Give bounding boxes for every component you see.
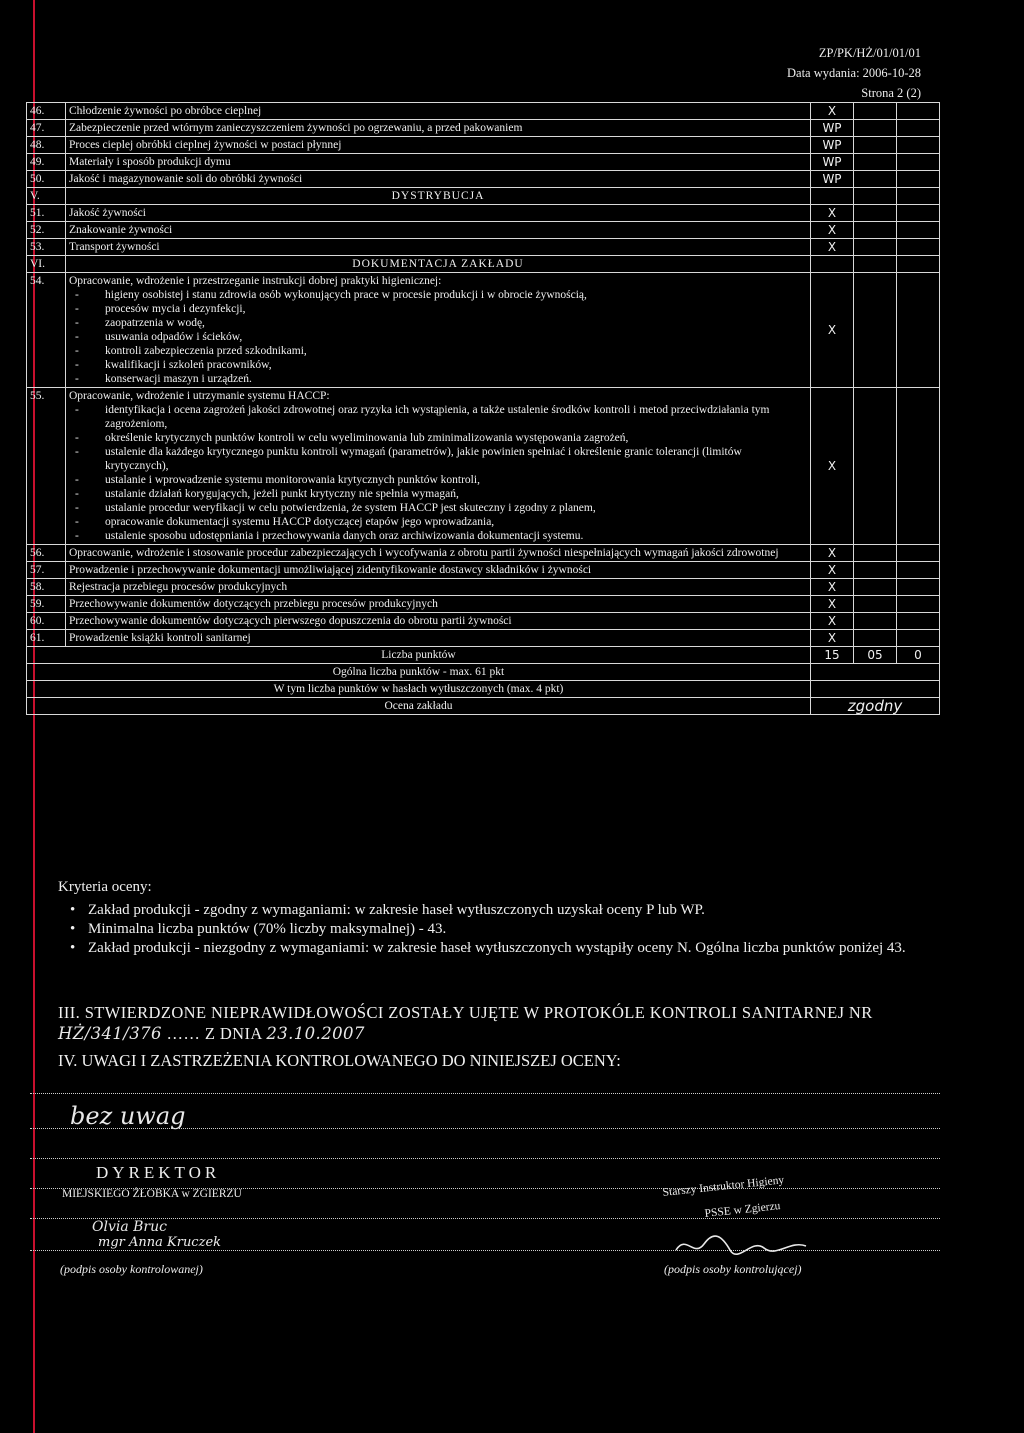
score-cell: X <box>811 273 854 388</box>
rating-label: Ocena zakładu <box>27 698 811 715</box>
table-row <box>27 222 940 239</box>
criteria-block <box>58 878 938 958</box>
left-signature: Olvia Bruc <box>92 1219 167 1235</box>
score-cell <box>897 613 940 630</box>
list-item: • Zakład produkcji - zgodny z wymaganiami: w zakresie haseł wytłuszczonych uzyskał oceny P lub WP. <box>88 901 938 920</box>
score-cell <box>854 137 897 154</box>
list-item: - kontroli zabezpieczenia przed szkodnikami, <box>97 344 807 358</box>
section-row <box>27 256 940 273</box>
rating-row <box>27 698 940 715</box>
row-text: Znakowanie żywności <box>66 222 811 239</box>
score-cell: X <box>811 239 854 256</box>
left-caption: (podpis osoby kontrolowanej) <box>60 1262 203 1276</box>
table-row <box>27 613 940 630</box>
score-cell: WP <box>811 171 854 188</box>
score-cell: X <box>811 630 854 647</box>
section-3-text: III. STWIERDZONE NIEPRAWIDŁOWOŚCI ZOSTAŁY UJĘTE W PROTOKÓLE KONTROLI SANITARNEJ NR <box>58 1003 873 1022</box>
total-row <box>27 664 940 681</box>
points-p: 15 <box>811 647 854 664</box>
table-row <box>27 388 940 545</box>
table-row <box>27 545 940 562</box>
dotted-line <box>30 1158 940 1159</box>
score-cell <box>854 239 897 256</box>
row-text: Prowadzenie książki kontroli sanitarnej <box>66 630 811 647</box>
row-number: 50. <box>27 171 66 188</box>
instruction-list <box>69 288 807 386</box>
table-row <box>27 137 940 154</box>
row-number: 48. <box>27 137 66 154</box>
table-row <box>27 239 940 256</box>
score-cell <box>897 137 940 154</box>
score-cell <box>811 256 854 273</box>
score-cell <box>854 562 897 579</box>
total-label: Ogólna liczba punktów - max. 61 pkt <box>27 664 811 681</box>
score-cell <box>811 188 854 205</box>
list-item: • Minimalna liczba punktów (70% liczby maksymalnej) - 43. <box>88 920 938 939</box>
criteria-title: Kryteria oceny: <box>58 879 152 895</box>
list-item: - kwalifikacji i szkoleń pracowników, <box>97 358 807 372</box>
row-text: DOKUMENTACJA ZAKŁADU <box>66 256 811 273</box>
score-cell: X <box>811 596 854 613</box>
row-text: Jakość żywności <box>66 205 811 222</box>
page-number: Strona 2 (2) <box>861 86 921 100</box>
score-cell <box>854 273 897 388</box>
row-number: 53. <box>27 239 66 256</box>
row-number: 52. <box>27 222 66 239</box>
list-item: - konserwacji maszyn i urządzeń. <box>97 372 807 386</box>
row-text: Rejestracja przebiegu procesów produkcyjnych <box>66 579 811 596</box>
score-cell <box>854 222 897 239</box>
score-cell <box>897 205 940 222</box>
score-cell <box>897 579 940 596</box>
doc-code: ZP/PK/HŻ/01/01/01 <box>818 46 921 60</box>
table-row <box>27 103 940 120</box>
score-cell <box>897 222 940 239</box>
table-row <box>27 562 940 579</box>
list-item: - zaopatrzenia w wodę, <box>97 316 807 330</box>
score-cell: X <box>811 579 854 596</box>
criteria-list <box>58 901 938 958</box>
right-signature <box>672 1230 812 1260</box>
score-cell <box>897 188 940 205</box>
row-text: Jakość i magazynowanie soli do obróbki żywności <box>66 171 811 188</box>
row-number: 47. <box>27 120 66 137</box>
list-item: - identyfikacja i ocena zagrożeń jakości zdrowotnej oraz ryzyka ich wystąpienia, a także ustalenie środków kontroli i metod przeciwdziałania tym zagrożeniom, <box>97 403 807 431</box>
score-cell <box>854 630 897 647</box>
dotted-line <box>30 1093 940 1094</box>
checklist-table <box>26 102 940 715</box>
protocol-date: 23.10.2007 <box>266 1024 365 1043</box>
score-cell: X <box>811 103 854 120</box>
row-number: VI. <box>27 256 66 273</box>
score-cell: X <box>811 205 854 222</box>
score-cell <box>897 562 940 579</box>
table-row <box>27 596 940 613</box>
score-cell <box>897 103 940 120</box>
list-item: - ustalanie procedur weryfikacji w celu potwierdzenia, że system HACCP jest skuteczny i zgodny z planem, <box>97 501 807 515</box>
row-text: Prowadzenie i przechowywanie dokumentacji umożliwiającej zidentyfikowanie dostawcy składników i żywności <box>66 562 811 579</box>
row-number: 59. <box>27 596 66 613</box>
points-row <box>27 647 940 664</box>
row-text: Materiały i sposób produkcji dymu <box>66 154 811 171</box>
list-item: - procesów mycia i dezynfekcji, <box>97 302 807 316</box>
dotted-line <box>30 1128 940 1129</box>
list-item: - ustalanie działań korygujących, jeżeli punkt krytyczny nie spełnia wymagań, <box>97 487 807 501</box>
row-number: 57. <box>27 562 66 579</box>
score-cell <box>854 613 897 630</box>
row-text: DYSTRYBUCJA <box>66 188 811 205</box>
score-cell <box>897 239 940 256</box>
score-cell <box>897 596 940 613</box>
rating-value: zgodny <box>811 698 940 715</box>
score-cell: X <box>811 388 854 545</box>
score-cell <box>897 171 940 188</box>
row-intro: Opracowanie, wdrożenie i utrzymanie systemu HACCP: <box>69 390 330 402</box>
list-item: - ustalanie i wprowadzenie systemu monitorowania krytycznych punktów kontroli, <box>97 473 807 487</box>
row-number: 51. <box>27 205 66 222</box>
score-cell <box>897 388 940 545</box>
table-row <box>27 205 940 222</box>
row-number: 46. <box>27 103 66 120</box>
row-text: Opracowanie, wdrożenie i stosowanie procedur zabezpieczających i wycofywania z obrotu partii żywności niespełniających wymagań jakości zdrowotnej <box>66 545 811 562</box>
row-text <box>66 273 811 388</box>
section-3: III. STWIERDZONE NIEPRAWIDŁOWOŚCI ZOSTAŁY UJĘTE W PROTOKÓLE KONTROLI SANITARNEJ NR HŻ/341/376 …… Z DNIA 23.10.2007 <box>58 1003 873 1043</box>
score-cell: X <box>811 562 854 579</box>
bold-points-row <box>27 681 940 698</box>
score-cell <box>854 205 897 222</box>
row-number: 55. <box>27 388 66 545</box>
score-cell: X <box>811 613 854 630</box>
score-cell: WP <box>811 154 854 171</box>
bold-points-label: W tym liczba punktów w hasłach wytłuszczonych (max. 4 pkt) <box>27 681 811 698</box>
table-row <box>27 171 940 188</box>
section-row <box>27 188 940 205</box>
score-cell <box>854 256 897 273</box>
list-item: - określenie krytycznych punktów kontroli w celu wyeliminowania lub zminimalizowania występowania zagrożeń, <box>97 431 807 445</box>
left-stamp-org: MIEJSKIEGO ŻŁOBKA w ZGIERZU <box>62 1188 242 1200</box>
row-text <box>66 388 811 545</box>
row-text: Chłodzenie żywności po obróbce cieplnej <box>66 103 811 120</box>
haccp-list <box>69 403 807 543</box>
issue-date: Data wydania: 2006-10-28 <box>787 66 921 80</box>
bold-points-cell <box>811 681 940 698</box>
row-number: 61. <box>27 630 66 647</box>
list-item: - higieny osobistej i stanu zdrowia osób wykonujących prace w procesie produkcji i w obrocie żywnością, <box>97 288 807 302</box>
list-item: • Zakład produkcji - niezgodny z wymaganiami: w zakresie haseł wytłuszczonych wystąpiły oceny N. Ogólna liczba punktów poniżej 43. <box>88 939 938 958</box>
score-cell: X <box>811 222 854 239</box>
row-intro: Opracowanie, wdrożenie i przestrzeganie instrukcji dobrej praktyki higienicznej: <box>69 275 442 287</box>
score-cell <box>897 154 940 171</box>
points-label: Liczba punktów <box>27 647 811 664</box>
points-wp: 05 <box>854 647 897 664</box>
score-cell <box>897 120 940 137</box>
row-text: Proces cieplej obróbki cieplnej żywności w postaci płynnej <box>66 137 811 154</box>
score-cell <box>854 545 897 562</box>
score-cell <box>897 630 940 647</box>
table-row <box>27 630 940 647</box>
row-number: 56. <box>27 545 66 562</box>
left-stamp-title: DYREKTOR <box>96 1163 221 1182</box>
table-row <box>27 579 940 596</box>
score-cell <box>854 188 897 205</box>
score-cell <box>854 120 897 137</box>
row-number: 58. <box>27 579 66 596</box>
row-text: Zabezpieczenie przed wtórnym zanieczyszczeniem żywności po ogrzewaniu, a przed pakowaniem <box>66 120 811 137</box>
left-stamp-name: mgr Anna Kruczek <box>98 1235 222 1250</box>
score-cell <box>897 273 940 388</box>
list-item: - ustalenie sposobu udostępniania i przechowywania danych oraz archiwizowania dokumentacji systemu. <box>97 529 807 543</box>
score-cell: WP <box>811 120 854 137</box>
score-cell <box>854 596 897 613</box>
row-text: Transport żywności <box>66 239 811 256</box>
right-stamp-title: Starszy Instruktor Higieny <box>662 1174 785 1199</box>
list-item: - opracowanie dokumentacji systemu HACCP dotyczącej etapów jego wprowadzania, <box>97 515 807 529</box>
row-text: Przechowywanie dokumentów dotyczących pierwszego dopuszczenia do obrotu partii żywności <box>66 613 811 630</box>
score-cell <box>897 545 940 562</box>
right-stamp-org: PSSE w Zgierzu <box>704 1200 781 1220</box>
remarks-handwritten: bez uwag <box>70 1102 186 1130</box>
protocol-number: HŻ/341/376 <box>58 1024 162 1043</box>
score-cell <box>854 154 897 171</box>
score-cell <box>897 256 940 273</box>
score-cell <box>854 579 897 596</box>
date-label: Z DNIA <box>204 1024 262 1043</box>
points-n: 0 <box>897 647 940 664</box>
score-cell <box>854 388 897 545</box>
table-row <box>27 154 940 171</box>
row-number: 54. <box>27 273 66 388</box>
total-cell <box>811 664 940 681</box>
score-cell: X <box>811 545 854 562</box>
row-text: Przechowywanie dokumentów dotyczących przebiegu procesów produkcyjnych <box>66 596 811 613</box>
score-cell: WP <box>811 137 854 154</box>
row-number: 60. <box>27 613 66 630</box>
right-caption: (podpis osoby kontrolującej) <box>664 1262 802 1276</box>
score-cell <box>854 171 897 188</box>
list-item: - ustalenie dla każdego krytycznego punktu kontroli wymagań (parametrów), jakie powinien spełniać i określenie granic tolerancji (limitów krytycznych), <box>97 445 807 473</box>
table-row <box>27 120 940 137</box>
list-item: - usuwania odpadów i ścieków, <box>97 330 807 344</box>
table-row <box>27 273 940 388</box>
section-4-title: IV. UWAGI I ZASTRZEŻENIA KONTROLOWANEGO DO NINIEJSZEJ OCENY: <box>58 1051 621 1070</box>
score-cell <box>854 103 897 120</box>
row-number: V. <box>27 188 66 205</box>
row-number: 49. <box>27 154 66 171</box>
